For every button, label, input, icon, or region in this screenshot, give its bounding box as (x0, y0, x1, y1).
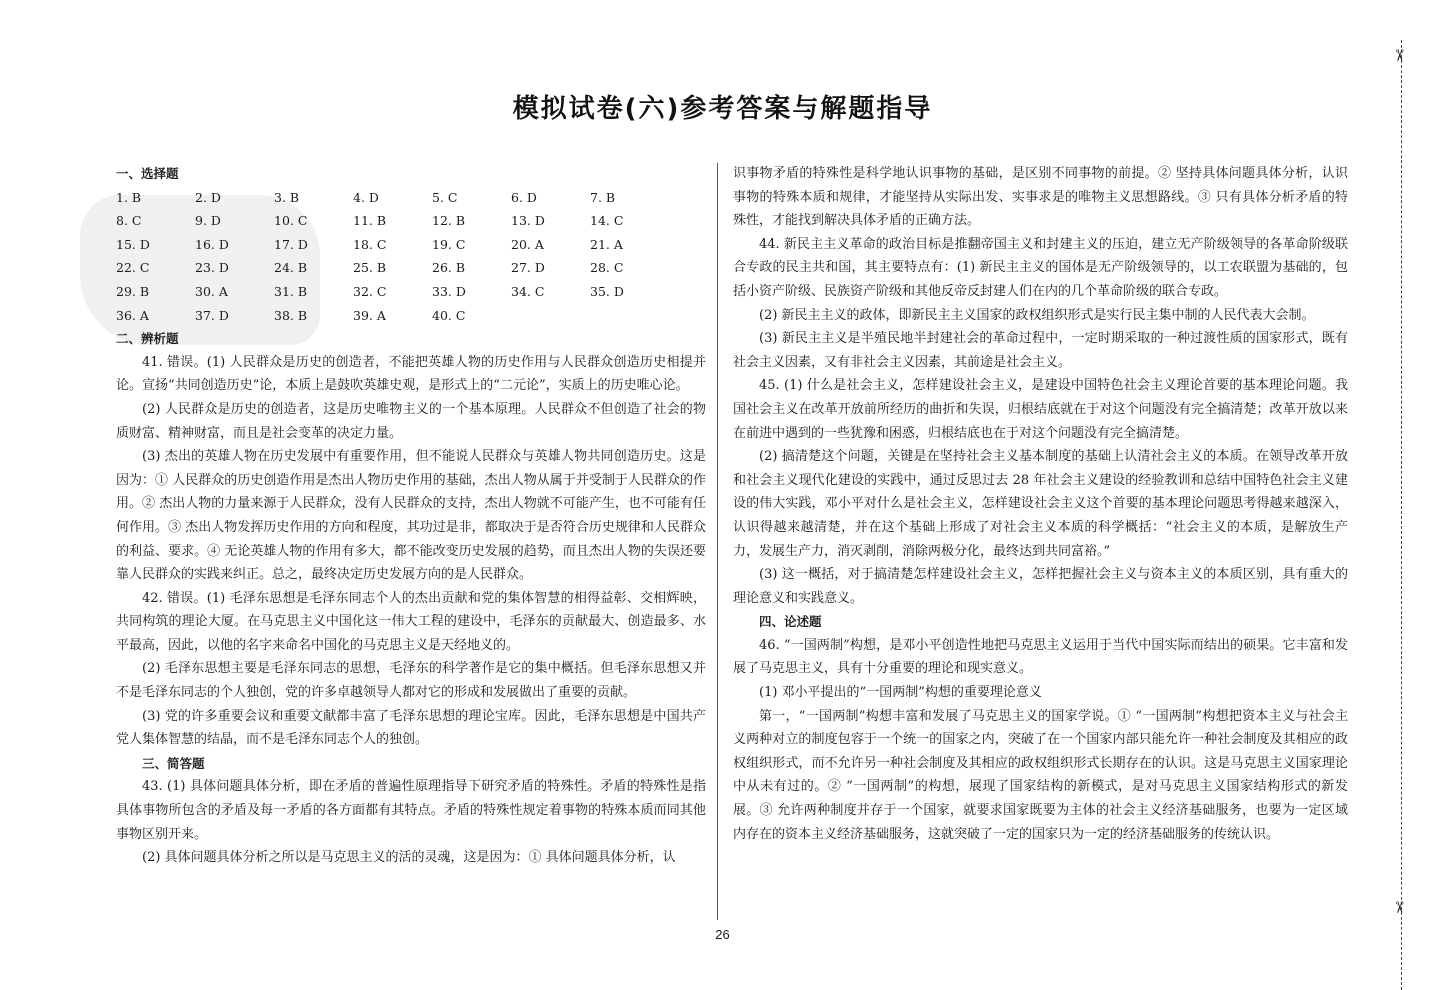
answer-43-part1: 43. (1) 具体问题具体分析，即在矛盾的普遍性原理指导下研究矛盾的特殊性。矛盾的特殊性是指具体事物所包含的矛盾及每一矛盾的各方面都有其特点。矛盾的特殊性规定着事物的特殊本质而同其他事物区别开来。 (116, 779, 706, 842)
choice-answer: 2. D (195, 189, 221, 205)
choice-answer: 26. B (432, 260, 466, 276)
section-heading-short: 三、简答题 (142, 755, 205, 771)
choice-answer: 19. C (432, 236, 466, 252)
choice-answer: 22. C (116, 260, 150, 276)
answer-45-part2: (2) 搞清楚这个问题，关键是在坚持社会主义基本制度的基础上认清社会主义的本质。在领导改革开放和社会主义现代化建设的实践中，通过反思过去 28 年社会主义建设的经验教训和总结中国特色社会主义建设的伟大实践，邓小平对什么是社会主义，怎样建设社会主义这个首要的基本理论问题思考得越来越深入，认识得越来越清楚，并在这个基础上形成了对社会主义本质的科学概括：“社会主义的本质，是解放生产力，发展生产力，消灭剥削，消除两极分化，最终达到共同富裕。” (733, 449, 1348, 559)
answer-grid (116, 186, 706, 328)
choice-answer: 31. B (274, 283, 308, 299)
choice-answer: 21. A (590, 236, 623, 252)
choice-answer: 15. D (116, 236, 150, 252)
choice-answer: 25. B (353, 260, 387, 276)
choice-answer: 17. D (274, 236, 308, 252)
choice-answer: 23. D (195, 260, 229, 276)
choice-answer: 24. B (274, 260, 308, 276)
choice-answer: 16. D (195, 236, 229, 252)
choice-answer: 28. C (590, 260, 624, 276)
choice-answer: 30. A (195, 283, 228, 299)
answer-43-part2: (2) 具体问题具体分析之所以是马克思主义的活的灵魂，这是因为：① 具体问题具体分析，认 (142, 850, 676, 866)
choice-answer: 4. D (353, 189, 379, 205)
answer-41-part1: 41. 错误。(1) 人民群众是历史的创造者，不能把英雄人物的历史作用与人民群众创造历史相提并论。宣扬“共同创造历史”论，本质上是鼓吹英雄史观，是形式上的“二元论”，实质上的历史唯心论。 (116, 354, 706, 394)
left-column (116, 162, 706, 870)
choice-answer: 14. C (590, 213, 624, 229)
choice-answer: 7. B (590, 189, 616, 205)
answer-46-point1: 第一，“一国两制”构想丰富和发展了马克思主义的国家学说。① “一国两制”构想把资本主义与社会主义两种对立的制度包容于一个统一的国家之内，突破了在一个国家内部只能允许一种社会制度及其相应的政权组织形式，而不允许另一种社会制度及其相应的政权组织形式长期存在的认识。这是马克思主义国家理论中从未有过的。② “一国两制”的构想，展现了国家结构的新模式，是对马克思主义国家结构形式的新发展。③ 允许两种制度并存于一个国家，就要求国家既要为主体的社会主义经济基础服务，也要为一定区域内存在的资本主义经济基础服务，这就突破了一定的国家只为一定的经济基础服务的传统认识。 (733, 708, 1348, 842)
choice-answer: 33. D (432, 283, 466, 299)
choice-answer: 37. D (195, 307, 229, 323)
answer-42-part3: (3) 党的许多重要会议和重要文献都丰富了毛泽东思想的理论宝库。因此，毛泽东思想是中国共产党人集体智慧的结晶，而不是毛泽东同志个人的独创。 (116, 708, 706, 748)
answer-41-part3: (3) 杰出的英雄人物在历史发展中有重要作用，但不能说人民群众与英雄人物共同创造历史。这是因为：① 人民群众的历史创造作用是杰出人物历史作用的基础，杰出人物从属于并受制于人民群众的作用。② 杰出人物的力量来源于人民群众，没有人民群众的支持，杰出人物就不可能产生，也不可能有任何作用。③ 杰出人物发挥历史作用的方向和程度，其功过是非，都取决于是否符合历史规律和人民群众的利益、要求。④ 无论英雄人物的作用有多大，都不能改变历史发展的趋势，而且杰出人物的失误还要靠人民群众的实践来纠正。总之，最终决定历史发展方向的是人民群众。 (116, 449, 706, 583)
column-divider (717, 163, 718, 920)
section-heading-analysis: 二、辨析题 (116, 331, 179, 347)
choice-answer: 10. C (274, 213, 308, 229)
answer-41-part2: (2) 人民群众是历史的创造者，这是历史唯物主义的一个基本原理。人民群众不但创造了社会的物质财富、精神财富，而且是社会变革的决定力量。 (116, 401, 706, 441)
page-title: 模拟试卷(六)参考答案与解题指导 (512, 94, 933, 124)
scissors-icon: ✂ (1390, 48, 1410, 63)
choice-answer: 36. A (116, 307, 149, 323)
choice-answer: 38. B (274, 307, 308, 323)
cut-line (1401, 40, 1402, 990)
choice-answer: 9. D (195, 213, 221, 229)
choice-answer: 1. B (116, 189, 142, 205)
choice-answer: 39. A (353, 307, 386, 323)
choice-answer: 40. C (432, 307, 466, 323)
answer-46-intro: 46. “一国两制”构想，是邓小平创造性地把马克思主义运用于当代中国实际而结出的硕果。它丰富和发展了马克思主义，具有十分重要的理论和现实意义。 (733, 637, 1348, 677)
answer-45-part3: (3) 这一概括，对于搞清楚怎样建设社会主义，怎样把握社会主义与资本主义的本质区别，具有重大的理论意义和实践意义。 (733, 567, 1348, 606)
choice-answer: 35. D (590, 283, 624, 299)
choice-answer: 6. D (511, 189, 537, 205)
choice-answer: 20. A (511, 236, 544, 252)
answer-44-part1: 44. 新民主主义革命的政治目标是推翻帝国主义和封建主义的压迫，建立无产阶级领导的各革命阶级联合专政的民主共和国，其主要特点有：(1) 新民主主义的国体是无产阶级领导的，以工农联盟为基础的，包括小资产阶级、民族资产阶级和其他反帝反封建人们在内的几个革命阶级的联合专政。 (733, 236, 1348, 299)
choice-answer: 34. C (511, 283, 545, 299)
scissors-icon: ✂ (1390, 900, 1410, 915)
choice-answer: 12. B (432, 213, 466, 229)
answer-46-subheading: (1) 邓小平提出的“一国两制”构想的重要理论意义 (759, 685, 1042, 701)
answer-45-part1: 45. (1) 什么是社会主义，怎样建设社会主义，是建设中国特色社会主义理论首要的基本理论问题。我国社会主义在改革开放前所经历的曲折和失误，归根结底就在于对这个问题没有完全搞清楚；改革开放以来在前进中遇到的一些犹豫和困惑，归根结底也在于对这个问题没有完全搞清楚。 (733, 378, 1348, 441)
choice-answer: 13. D (511, 213, 545, 229)
choice-answer: 29. B (116, 283, 150, 299)
answer-42-part2: (2) 毛泽东思想主要是毛泽东同志的思想，毛泽东的科学著作是它的集中概括。但毛泽东思想又并不是毛泽东同志的个人独创，党的许多卓越领导人都对它的形成和发展做出了重要的贡献。 (116, 661, 706, 701)
answer-42-part1: 42. 错误。(1) 毛泽东思想是毛泽东同志个人的杰出贡献和党的集体智慧的相得益彰、交相辉映，共同构筑的理论大厦。在马克思主义中国化这一伟大工程的建设中，毛泽东的贡献最大、创造最多、水平最高，因此，以他的名字来命名中国化的马克思主义是天经地义的。 (116, 590, 706, 653)
section-heading-essay: 四、论述题 (759, 614, 822, 630)
answer-43-continued: 识事物矛盾的特殊性是科学地认识事物的基础，是区别不同事物的前提。② 坚持具体问题具体分析，认识事物的特殊本质和规律，才能坚持从实际出发、实事求是的唯物主义思想路线。③ 只有具体分析矛盾的特殊性，才能找到解决具体矛盾的正确方法。 (733, 166, 1348, 229)
choice-answer: 5. C (432, 189, 458, 205)
choice-answer: 3. B (274, 189, 300, 205)
answer-44-part2: (2) 新民主主义的政体，即新民主主义国家的政权组织形式是实行民主集中制的人民代表大会制。 (759, 307, 1315, 323)
choice-answer: 8. C (116, 213, 142, 229)
choice-answer: 11. B (353, 213, 387, 229)
choice-answer: 32. C (353, 283, 387, 299)
page-number: 26 (715, 927, 730, 942)
right-column (733, 162, 1348, 846)
section-heading-choice: 一、选择题 (116, 166, 179, 181)
choice-answer: 18. C (353, 236, 387, 252)
answer-44-part3: (3) 新民主主义是半殖民地半封建社会的革命过程中，一定时期采取的一种过渡性质的国家形式，既有社会主义因素，又有非社会主义因素，其前途是社会主义。 (733, 331, 1348, 370)
choice-answer: 27. D (511, 260, 545, 276)
